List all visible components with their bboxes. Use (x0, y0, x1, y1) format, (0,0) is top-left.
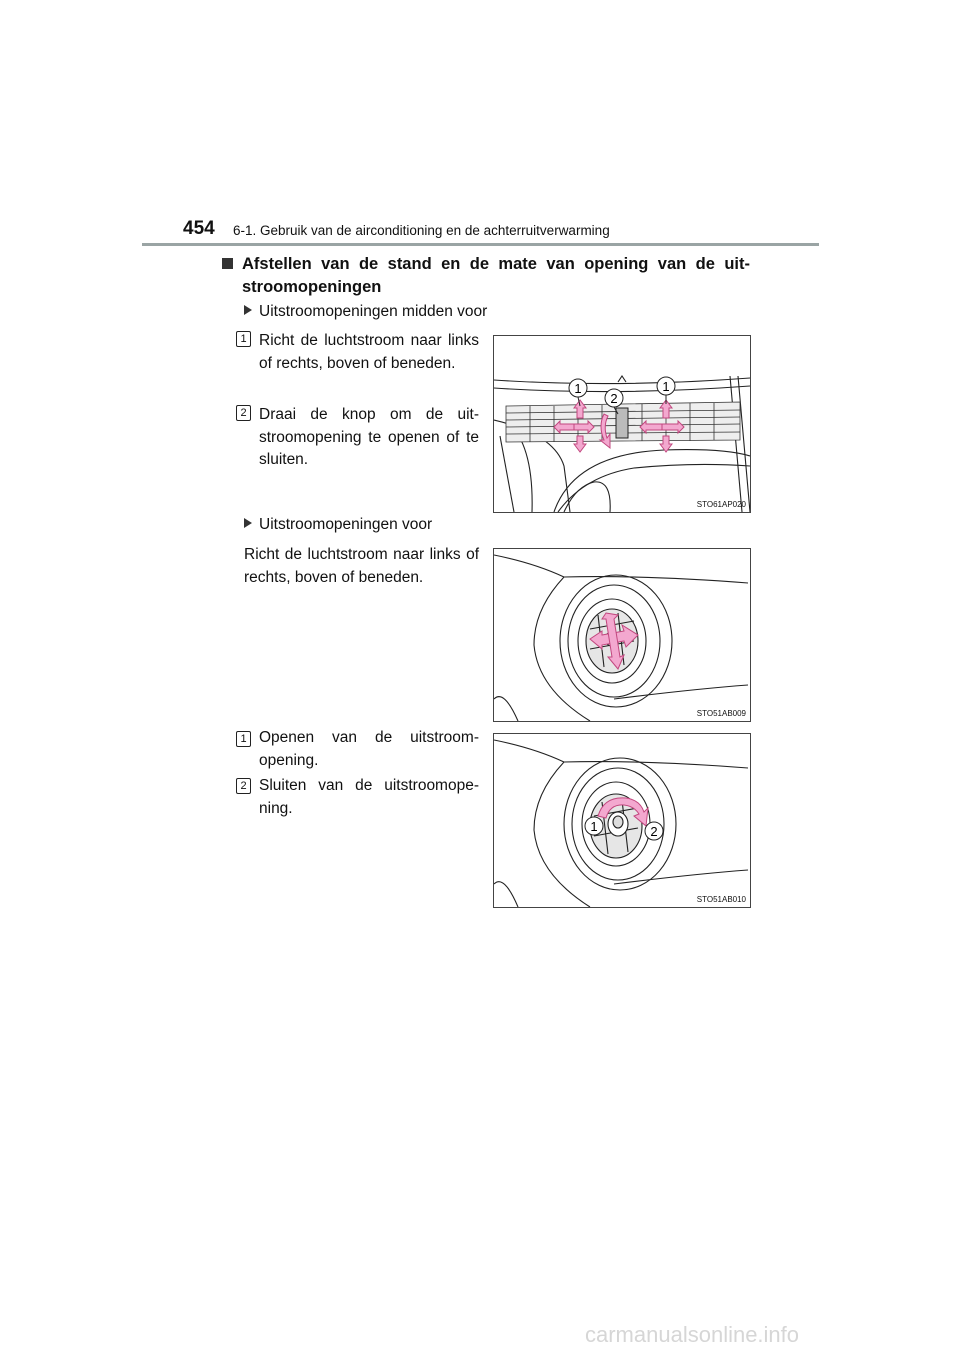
callout-label: 2 (610, 391, 618, 406)
step-number-badge: 1 (236, 731, 251, 747)
figure-code: STO51AB010 (696, 895, 746, 904)
step-number-badge: 1 (236, 331, 251, 347)
step-text: Draai de knop om de uit- stroomopening te openen of te sluiten. (259, 406, 479, 468)
vent-knob-rotate-illustration (494, 734, 750, 907)
step-number-badge: 2 (236, 778, 251, 794)
page-number: 454 (183, 218, 215, 239)
instruction-text: Richt de luchtstroom naar links of rechts, boven of beneden. (244, 546, 479, 586)
subheading-front-vents: Uitstroomopeningen voor (244, 516, 432, 534)
callout-label: 1 (662, 379, 670, 394)
callout-label: 1 (590, 819, 598, 834)
chapter-title: 6-1. Gebruik van de airconditioning en de achterruitverwarming (233, 223, 610, 238)
step-text: Richt de luchtstroom naar links of rechts, boven of beneden. (259, 332, 479, 372)
figure-code: STO51AB009 (696, 709, 746, 718)
subheading-center-vents: Uitstroomopeningen midden voor (244, 303, 487, 321)
step-number-badge: 2 (236, 405, 251, 421)
callout-label: 2 (650, 824, 658, 839)
side-vent-adjust-illustration (494, 549, 750, 721)
figure-center-vents (493, 335, 751, 513)
callout-label: 1 (574, 381, 582, 396)
section-heading: Afstellen van de stand en de mate van opening van de uit- stroomopeningen (242, 255, 750, 296)
header-divider (142, 243, 819, 246)
figure-front-vent (493, 548, 751, 722)
watermark-logo: carmanualsonline.info (585, 1322, 800, 1347)
triangle-bullet-icon (244, 305, 252, 315)
step-text: Openen van de uitstroom- opening. (259, 729, 479, 769)
figure-code: STO61AP020 (696, 500, 746, 509)
step-text: Sluiten van de uitstroomope- ning. (259, 777, 479, 817)
figure-vent-knob (493, 733, 751, 908)
center-vent-illustration (494, 336, 750, 512)
triangle-bullet-icon (244, 518, 252, 528)
square-bullet-icon (222, 258, 233, 269)
